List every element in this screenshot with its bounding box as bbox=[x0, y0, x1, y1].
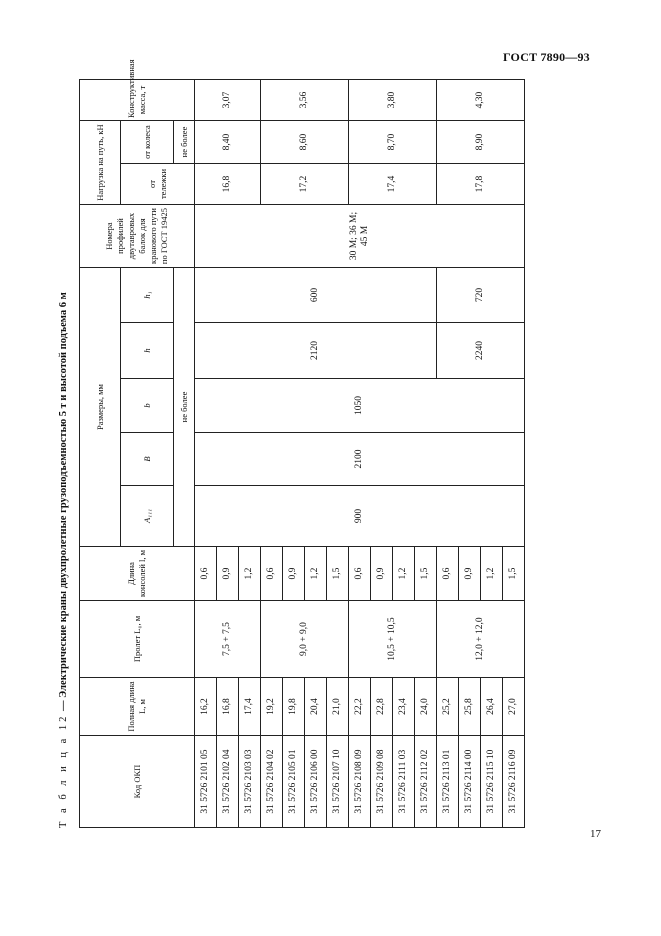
load-trolley-value: 17,2 bbox=[261, 164, 349, 205]
mass-value: 3,80 bbox=[349, 80, 437, 121]
full-length: 19,2 bbox=[261, 678, 283, 736]
col-load: Нагрузка на путь, кН bbox=[80, 121, 121, 205]
col-span: Пролет L₀, м bbox=[80, 601, 195, 678]
full-length: 16,8 bbox=[217, 678, 239, 736]
col-a: A₁₁₁ bbox=[121, 486, 174, 547]
full-length: 22,8 bbox=[371, 678, 393, 736]
load-wheel-value: 8,70 bbox=[349, 121, 437, 164]
okp-code: 31 5726 2104 02 bbox=[261, 736, 283, 828]
console-length: 0,9 bbox=[371, 547, 393, 601]
console-length: 0,6 bbox=[261, 547, 283, 601]
col-load-trolley: от тележки bbox=[121, 164, 195, 205]
console-length: 0,6 bbox=[195, 547, 217, 601]
span-value: 7,5 + 7,5 bbox=[195, 601, 261, 678]
okp-code: 31 5726 2108 09 bbox=[349, 736, 371, 828]
full-length: 24,0 bbox=[415, 678, 437, 736]
span-value: 12,0 + 12,0 bbox=[437, 601, 525, 678]
okp-code: 31 5726 2115 10 bbox=[481, 736, 503, 828]
full-length: 17,4 bbox=[239, 678, 261, 736]
console-length: 1,5 bbox=[415, 547, 437, 601]
full-length: 23,4 bbox=[393, 678, 415, 736]
col-dims: Размеры, мм bbox=[80, 268, 121, 547]
okp-code: 31 5726 2106 00 bbox=[305, 736, 327, 828]
mass-value: 3,07 bbox=[195, 80, 261, 121]
load-trolley-value: 17,8 bbox=[437, 164, 525, 205]
okp-code: 31 5726 2105 01 bbox=[283, 736, 305, 828]
full-length: 25,8 bbox=[459, 678, 481, 736]
console-length: 1,2 bbox=[393, 547, 415, 601]
load-wheel-value: 8,90 bbox=[437, 121, 525, 164]
col-load-wheel: от колеса bbox=[121, 121, 174, 164]
console-length: 1,5 bbox=[327, 547, 349, 601]
page-number: 17 bbox=[590, 828, 601, 840]
okp-code: 31 5726 2111 03 bbox=[393, 736, 415, 828]
load-wheel-value: 8,40 bbox=[195, 121, 261, 164]
col-code: Код ОКП bbox=[80, 736, 195, 828]
load-max-note: не более bbox=[174, 121, 195, 164]
console-length: 1,5 bbox=[503, 547, 525, 601]
col-h1: h₁ bbox=[121, 268, 174, 323]
okp-code: 31 5726 2102 04 bbox=[217, 736, 239, 828]
dim-a-value: 900 bbox=[195, 486, 525, 547]
load-wheel-value: 8,60 bbox=[261, 121, 349, 164]
table-area bbox=[58, 59, 528, 828]
span-value: 9,0 + 9,0 bbox=[261, 601, 349, 678]
okp-code: 31 5726 2116 09 bbox=[503, 736, 525, 828]
full-length: 26,4 bbox=[481, 678, 503, 736]
col-profiles: Номера профилей двутавровых балок для кранового пути по ГОСТ 19425 bbox=[80, 205, 195, 268]
okp-code: 31 5726 2112 02 bbox=[415, 736, 437, 828]
full-length: 20,4 bbox=[305, 678, 327, 736]
dims-max-note: не более bbox=[174, 268, 195, 547]
console-length: 0,9 bbox=[283, 547, 305, 601]
table-caption bbox=[58, 80, 78, 828]
full-length: 21,0 bbox=[327, 678, 349, 736]
dim-h1-value: 720 bbox=[437, 268, 525, 323]
standard-number: ГОСТ 7890—93 bbox=[503, 50, 590, 64]
full-length: 19,8 bbox=[283, 678, 305, 736]
console-length: 0,6 bbox=[437, 547, 459, 601]
profiles-value: 30 М; 36 М; 45 М bbox=[195, 205, 525, 268]
console-length: 1,2 bbox=[481, 547, 503, 601]
okp-code: 31 5726 2109 08 bbox=[371, 736, 393, 828]
mass-value: 4,30 bbox=[437, 80, 525, 121]
full-length: 16,2 bbox=[195, 678, 217, 736]
dim-B-value: 2100 bbox=[195, 433, 525, 486]
console-length: 1,2 bbox=[305, 547, 327, 601]
col-full-length: Полная длина L, м bbox=[80, 678, 195, 736]
okp-code: 31 5726 2114 00 bbox=[459, 736, 481, 828]
rotated-table-container bbox=[58, 59, 528, 828]
dim-h-value: 2120 bbox=[195, 323, 437, 379]
col-mass: Конструктивная масса, т bbox=[80, 80, 195, 121]
okp-code: 31 5726 2103 03 bbox=[239, 736, 261, 828]
dim-b-value: 1050 bbox=[195, 379, 525, 433]
crane-table bbox=[79, 59, 525, 828]
okp-code: 31 5726 2101 05 bbox=[195, 736, 217, 828]
console-length: 0,9 bbox=[459, 547, 481, 601]
load-trolley-value: 16,8 bbox=[195, 164, 261, 205]
mass-value: 3,56 bbox=[261, 80, 349, 121]
col-h: h bbox=[121, 323, 174, 379]
span-value: 10,5 + 10,5 bbox=[349, 601, 437, 678]
dim-h1-value: 600 bbox=[195, 268, 437, 323]
okp-code: 31 5726 2113 01 bbox=[437, 736, 459, 828]
console-length: 0,6 bbox=[349, 547, 371, 601]
table-row bbox=[195, 80, 217, 828]
table-number: Т а б л и ц а 12 bbox=[58, 713, 69, 828]
col-B: B bbox=[121, 433, 174, 486]
table-title: — Электрические краны двухпролетные грузоподъемностью 5 т и высотой подъема 6 м bbox=[58, 292, 69, 711]
load-trolley-value: 17,4 bbox=[349, 164, 437, 205]
console-length: 1,2 bbox=[239, 547, 261, 601]
col-console-length: Длина консолей l, м bbox=[80, 547, 195, 601]
console-length: 0,9 bbox=[217, 547, 239, 601]
full-length: 27,0 bbox=[503, 678, 525, 736]
full-length: 25,2 bbox=[437, 678, 459, 736]
col-b: b bbox=[121, 379, 174, 433]
dim-h-value: 2240 bbox=[437, 323, 525, 379]
okp-code: 31 5726 2107 10 bbox=[327, 736, 349, 828]
full-length: 22,2 bbox=[349, 678, 371, 736]
